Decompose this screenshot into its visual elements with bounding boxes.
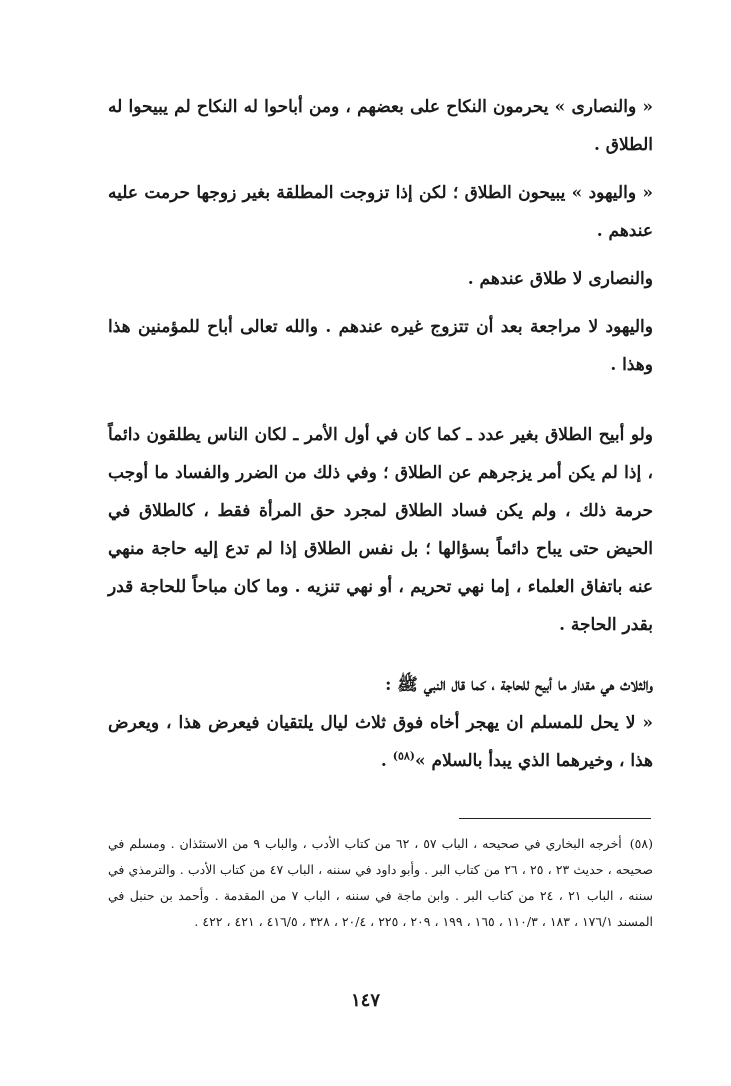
hadith-quote: [108, 704, 653, 780]
footnote: [108, 831, 653, 935]
footnote-divider: [459, 818, 651, 819]
paragraph-jews-no-return: واليهود لا مراجعة بعد أن تتزوج غيره عندهم . والله تعالى أباح للمؤمنين هذا وهذا .: [108, 317, 653, 375]
main-text: [108, 88, 653, 780]
footnote-text: أخرجه البخاري في صحيحه ، الباب ٥٧ ، ٦٢ من كتاب الأدب ، والباب ٩ من الاستئذان . ومسلم في صحيحه ، حديث ٢٣ ، ٢٥ ، ٢٦ من كتاب البر . وأبو داود في سننه ، الباب ٤٧ من كتاب الأدب . والترمذي في سننه ، الباب ٢١ ، ٢٤ من كتاب البر . وابن ماجة في سننه ، الباب ٧ من المقدمة . وأحمد بن حنبل في المسند ١٧٦/١ ، ١٨٣ ، ١١٠/٣ ، ١٦٥ ، ١٩٩ ، ٢٠٩ ، ٢٢٥ ، ٢٠/٤ ، ٣٢٨ ، ٤١٦/٥ ، ٤٢١ ، ٤٢٢ .: [108, 836, 653, 929]
paragraph-christians-no-divorce: والنصارى لا طلاق عندهم .: [467, 269, 653, 289]
footnote-number: (٥٨): [629, 836, 653, 851]
footnote-reference: (٥٨): [392, 749, 415, 763]
hadith-end: .: [380, 751, 393, 771]
hadith-text: « لا يحل للمسلم ان يهجر أخاه فوق ثلاث ليال يلتقيان فيعرض هذا ، ويعرض هذا ، وخيرهما الذي يبدأ بالسلام »: [108, 713, 653, 771]
paragraph-jews-divorce: « واليهود » يبيحون الطلاق ؛ لكن إذا تزوجت المطلقة بغير زوجها حرمت عليه عندهم .: [108, 183, 653, 241]
paragraph-divorce-limits: ولو أبيح الطلاق بغير عدد ـ كما كان في أول الأمر ـ لكان الناس يطلقون دائماً ، إذا لم يكن أمر يزجرهم عن الطلاق ؛ وفي ذلك من الضرر والفساد ما أوجب حرمة ذلك ، ولم يكن فساد الطلاق لمجرد حق المرأة فقط ، كالطلاق في الحيض حتى يباح دائماً بسؤالها ؛ بل نفس الطلاق إذا لم تدع إليه حاجة منهي عنه باتفاق العلماء ، إما نهي تحريم ، أو نهي تنزيه . وما كان مباحاً للحاجة قدر بقدر الحاجة .: [108, 425, 653, 635]
page-number: ١٤٧: [350, 990, 380, 1011]
paragraph-three-divorces: والثلاث هي مقدار ما أبيح للحاجة ، كما قال النبي ﷺ :: [385, 675, 653, 695]
paragraph-christians-marriage: « والنصارى » يحرمون النكاح على بعضهم ، ومن أباحوا له النكاح لم يبيحوا له الطلاق .: [108, 97, 653, 155]
